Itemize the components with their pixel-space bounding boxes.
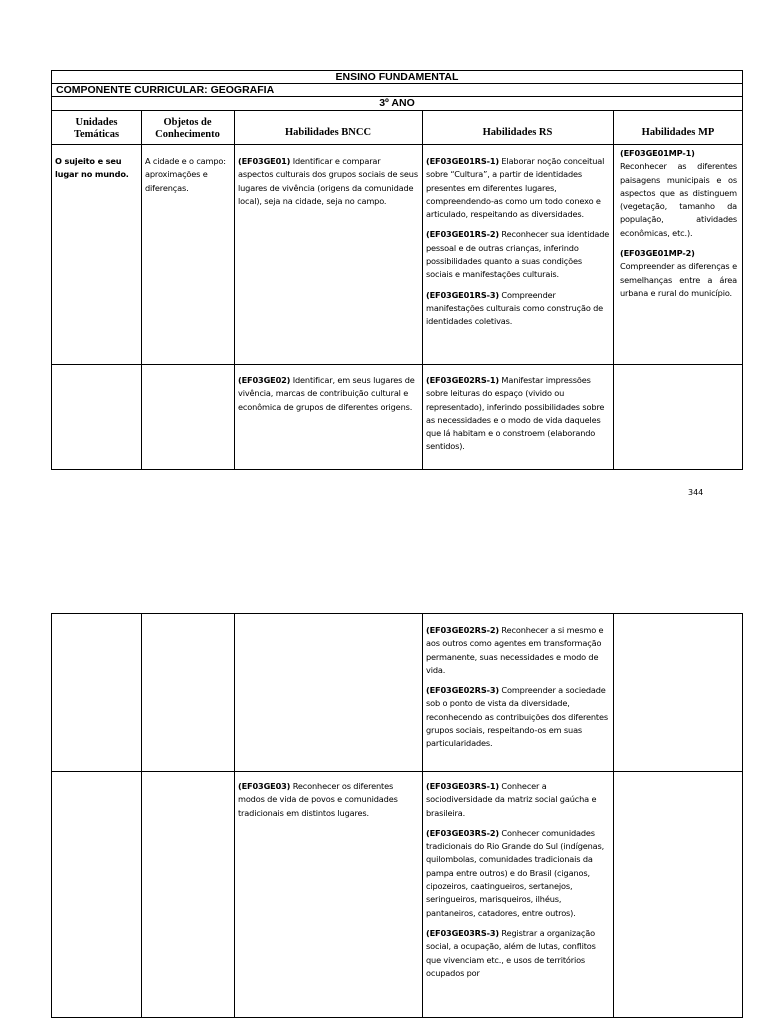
rs-text: Manifestar impressões sobre leituras do espaço (vivido ou representado), inferindo possibilidades sobre as necessidades e o modo de vida daqueles que lá habitam e o constroem (elaborando sentidos). [426,375,605,452]
rs-code: (EF03GE03RS-1) [426,781,499,791]
rs-text: Reconhecer a si mesmo e aos outros como agentes em transformação permanente, suas necessidades e modo de vida. [426,625,604,675]
bncc-code: (EF03GE01) [238,156,291,166]
rs-text: Registrar a organização social, a ocupação, além de lutas, conflitos que vivenciam etc., e usos de territórios ocupados por [426,927,596,978]
mp-code: (EF03GE01MP-2) [620,248,695,259]
mp-text: Reconhecer as diferentes paisagens municipais e os aspectos que as distinguem (vegetação, tamanho da população, atividades econômicas, etc.). [620,161,737,238]
row-divider [52,364,742,365]
col-header-rs: Habilidades RS [482,127,553,138]
rs-skills [426,155,610,336]
rs-skill [426,927,610,980]
col-divider [613,614,614,1018]
bncc-skill [238,155,418,208]
curriculum-table-page-2 [51,613,743,1018]
rs-text: Compreender manifestações culturais como construção de identidades coletivas. [426,289,604,327]
rs-code: (EF03GE01RS-2) [426,229,499,240]
rs-code: (EF03GE02RS-2) [426,625,499,635]
rs-text: Compreender a sociedade sob o ponto de vista da diversidade, reconhecendo as contribuições dos diferentes grupos sociais, respeitando-os em suas particularidades. [426,685,608,749]
rs-skill [426,289,610,329]
bncc-text: Identificar e comparar aspectos culturais dos grupos sociais de seus lugares de vivência (origens da comunidade local), seja na cidade, seja no campo. [238,156,418,206]
level-title: ENSINO FUNDAMENTAL [335,71,459,83]
bncc-text: Identificar, em seus lugares de vivência, marcas de contribuição cultural e econômica de grupos de diferentes origens. [238,375,415,412]
col-header-mp: Habilidades MP [641,127,715,138]
curriculum-table-page-1 [51,70,743,470]
col-divider [234,614,235,1018]
rs-text: Conhecer a sociodiversidade da matriz social gaúcha e brasileira. [426,781,597,818]
col-divider [141,614,142,1018]
rs-text: Reconhecer sua identidade pessoal e de outras crianças, inferindo possibilidades quanto a suas condições sociais e manifestações culturais. [426,229,610,280]
rs-skill [426,684,610,750]
bncc-skill [238,374,418,414]
year-header [52,97,742,111]
mp-skills [620,147,737,307]
page-number: 344 [688,488,704,497]
rs-code: (EF03GE03RS-2) [426,827,499,838]
bncc-code: (EF03GE02) [238,375,291,385]
bncc-skill [238,780,418,820]
mp-skill [620,247,737,300]
col-divider [422,614,423,1018]
col-divider [422,111,423,469]
col-divider [141,111,142,469]
component-title: COMPONENTE CURRICULAR: GEOGRAFIA [56,84,275,96]
objeto-conhecimento: A cidade e o campo: aproximações e diferenças. [145,156,226,193]
rs-text: Elaborar noção conceitual sobre “Cultura”, a partir de identidades presentes em diferentes lugares, compreendendo-as como um todo conexo e articulado, respeitando as diversidades. [426,156,605,220]
col-divider [613,111,614,469]
rs-text: Conhecer comunidades tradicionais do Rio Grande do Sul (indígenas, quilombolas, comunidades tradicionais da pampa entre outros) e do Brasil (ciganos, cipozeiros, caatingueiros, sertanejos, seringueiros, marisqueiros, ilhéus, pantaneiros, catadores, entre outros). [426,827,605,918]
rs-code: (EF03GE02RS-3) [426,685,499,696]
mp-skill [620,147,737,240]
col-divider [234,111,235,469]
rs-skill [426,155,610,221]
rs-code: (EF03GE03RS-3) [426,927,499,938]
row-divider [52,771,742,772]
rs-skill [426,624,610,677]
rs-code: (EF03GE01RS-1) [426,156,499,166]
level-header [52,71,742,84]
rs-skills [426,780,610,987]
unidade-tematica: O sujeito e seu lugar no mundo. [55,156,129,180]
rs-skill [426,780,610,820]
rs-skill [426,827,610,920]
rs-code: (EF03GE01RS-3) [426,289,499,300]
rs-skills [426,624,610,758]
component-header [52,84,742,97]
row-divider [52,144,742,145]
col-header-unidades: Unidades Temáticas [73,117,120,140]
mp-text: Compreender as diferenças e semelhanças entre a área urbana e rural do município. [620,261,737,298]
year-title: 3º ANO [379,97,415,109]
mp-code: (EF03GE01MP-1) [620,148,695,158]
rs-skill [426,374,610,454]
rs-skills [426,374,610,461]
bncc-code: (EF03GE03) [238,781,291,791]
col-header-bncc: Habilidades BNCC [284,127,372,138]
col-header-objetos: Objetos de Conhecimento [155,117,220,140]
rs-skill [426,228,610,281]
rs-code: (EF03GE02RS-1) [426,375,499,385]
bncc-text: Reconhecer os diferentes modos de vida de povos e comunidades tradicionais em distintos lugares. [238,781,398,818]
